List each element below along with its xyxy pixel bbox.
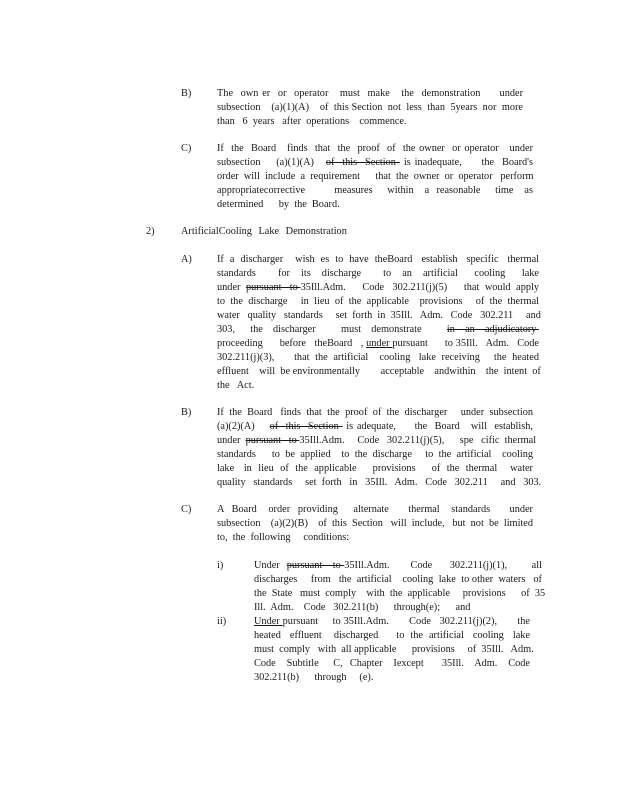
text-line [254, 615, 530, 629]
text-line [217, 309, 539, 323]
text-line [254, 573, 542, 587]
text-line [217, 434, 537, 448]
text-run: The own er or operator must make the demonstration under [217, 88, 523, 99]
subitem-paragraph [254, 615, 534, 685]
text-line [217, 281, 539, 295]
inserted-text: Under [254, 616, 283, 627]
text-line [217, 198, 533, 212]
text-line [217, 476, 542, 490]
text-run: order will include a requirement that the owner or operator perform [217, 171, 534, 182]
text-line [254, 643, 534, 657]
item-paragraph [217, 406, 542, 490]
section-number: 2) [146, 226, 155, 237]
text-run: 303, the discharger must demonstrate [217, 324, 447, 335]
section-heading: ArtificialCooling Lake Demonstration [181, 226, 347, 237]
text-run: pursuant to 35Ill. Adm. Code [392, 338, 539, 349]
text-run: 302.211(b) through (e). [254, 672, 374, 683]
text-line [217, 253, 539, 267]
text-line [217, 115, 523, 129]
text-line [254, 601, 542, 615]
text-run: pursuant to 35Ill.Adm. Code 302.211(j)(2), the [282, 616, 530, 627]
text-run: subsection (a)(2)(B) of this Section will include, but not be limited [217, 518, 534, 529]
text-run: effluent will be environmentally acceptable andwithin the intent of [217, 366, 541, 377]
text-run: than 6 years after operations commence. [217, 116, 407, 127]
text-run: standards for its discharge to an artificial cooling lake [217, 268, 539, 279]
text-line [217, 87, 523, 101]
subitem-label: ii) [217, 616, 227, 627]
text-run: Code Subtitle C, Chapter Iexcept 35Ill. Adm. Code [254, 658, 530, 669]
struck-text: pursuant to [246, 282, 301, 293]
text-line [254, 629, 530, 643]
text-run: If the Board finds that the proof of the owner or operator under [217, 143, 533, 154]
text-line [217, 184, 533, 198]
text-run: under [217, 435, 246, 446]
text-run: 35Ill.Adm. Code 302.211(j)(5), spe cific thermal [299, 435, 537, 446]
text-run: quality standards set forth in 35Ill. Adm. Code 302.211 and 303. [217, 477, 542, 488]
text-run: is adequate, the Board will establish, [342, 421, 533, 432]
text-line [217, 448, 533, 462]
text-run: subsection (a)(1)(A) [217, 157, 326, 168]
text-line [217, 101, 523, 115]
text-line [217, 295, 539, 309]
text-line [217, 365, 539, 379]
text-run: subsection (a)(1)(A) of this Section not less than 5years nor more [217, 102, 523, 113]
text-run: the Act. [217, 380, 255, 391]
text-line [217, 142, 533, 156]
text-line [217, 323, 539, 337]
text-line [217, 531, 533, 545]
struck-text: pursuant to [286, 560, 345, 571]
text-run: water quality standards set forth in 35Ill. Adm. Code 302.211 and [217, 310, 541, 321]
struck-text: of this Section [269, 421, 343, 432]
text-line [217, 517, 533, 531]
text-run: If the Board finds that the proof of the discharger under subsection [217, 407, 533, 418]
text-line [217, 420, 533, 434]
item-label: B) [181, 407, 192, 418]
text-line [217, 156, 533, 170]
text-run: under [217, 282, 246, 293]
item-label: A) [181, 254, 192, 265]
text-line [254, 587, 546, 601]
text-line [217, 379, 539, 393]
text-line [217, 337, 539, 351]
item-label: C) [181, 143, 192, 154]
text-run: 302.211(j)(3), that the artificial cooling lake receiving the heated [217, 352, 539, 363]
item-label: B) [181, 88, 192, 99]
subitem-paragraph [254, 559, 546, 615]
item-label: C) [181, 504, 192, 515]
text-run: the State must comply with the applicable provisions of 35 [254, 588, 546, 599]
text-run: If a discharger wish es to have theBoard establish specific thermal [217, 254, 539, 265]
text-run: heated effluent discharged to the artificial cooling lake [254, 630, 530, 641]
text-run: Under [254, 560, 287, 571]
item-paragraph [217, 503, 533, 545]
text-run: 35Ill.Adm. Code 302.211(j)(1), all [344, 560, 542, 571]
text-run: determined by the Board. [217, 199, 340, 210]
text-run: to the discharge in lieu of the applicable provisions of the thermal [217, 296, 539, 307]
text-line [254, 671, 530, 685]
struck-text: in an adjudicatory [446, 324, 539, 335]
struck-text: of this Section [325, 157, 400, 168]
text-line [217, 170, 533, 184]
text-line [217, 351, 539, 365]
item-paragraph [217, 142, 533, 212]
text-run: proceeding before theBoard , [217, 338, 367, 349]
struck-text: pursuant to [245, 435, 300, 446]
item-paragraph [217, 253, 539, 393]
text-run: must comply with all applicable provisions of 35Ill. Adm. [254, 644, 534, 655]
text-line [217, 406, 533, 420]
inserted-text: under [366, 338, 393, 349]
text-run: is inadequate, the Board's [399, 157, 534, 168]
text-line [254, 657, 530, 671]
text-run: to, the following conditions: [217, 532, 350, 543]
text-run: (a)(2)(A) [217, 421, 270, 432]
text-line [254, 559, 542, 573]
text-run: lake in lieu of the applicable provisions of the thermal water [217, 463, 533, 474]
text-line [217, 267, 539, 281]
text-run: A Board order providing alternate thermal standards under [217, 504, 533, 515]
text-run: standards to be applied to the discharge to the artificial cooling [217, 449, 533, 460]
text-run: Ill. Adm. Code 302.211(b) through(e); and [254, 602, 471, 613]
text-line [217, 462, 533, 476]
text-run: 35Ill.Adm. Code 302.211(j)(5) that would apply [300, 282, 540, 293]
text-run: appropriatecorrective measures within a reasonable time as [217, 185, 533, 196]
text-line [217, 503, 533, 517]
subitem-label: i) [217, 560, 224, 571]
item-paragraph [217, 87, 523, 129]
text-run: discharges from the artificial cooling lake to other waters of [254, 574, 542, 585]
